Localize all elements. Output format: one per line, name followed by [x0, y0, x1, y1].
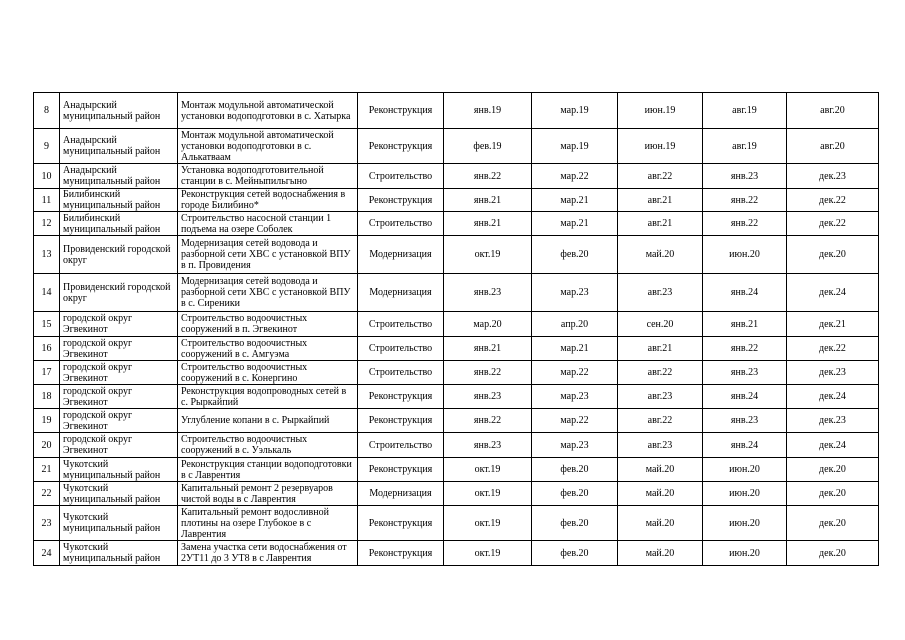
date-cell-4: июн.20	[703, 236, 787, 274]
date-cell-1: окт.19	[444, 506, 532, 541]
row-number: 10	[34, 164, 60, 189]
object-cell: Углубление копани в с. Рыркайпий	[178, 409, 358, 433]
date-cell-3: авг.21	[618, 189, 703, 212]
date-cell-5: дек.22	[787, 189, 879, 212]
table-row	[34, 361, 879, 385]
date-cell-2: фев.20	[532, 482, 618, 506]
date-cell-2: мар.23	[532, 433, 618, 458]
date-cell-3: авг.23	[618, 274, 703, 312]
work-type-cell: Строительство	[358, 312, 444, 337]
date-cell-4: янв.24	[703, 433, 787, 458]
object-cell: Строительство водоочистных сооружений в с. Конергино	[178, 361, 358, 385]
date-cell-5: дек.23	[787, 409, 879, 433]
date-cell-5: авг.20	[787, 129, 879, 164]
object-cell: Модернизация сетей водовода и разборной сети ХВС с установкой ВПУ в с. Сиреники	[178, 274, 358, 312]
district-cell: Чукотский муниципальный район	[60, 506, 178, 541]
date-cell-3: авг.21	[618, 212, 703, 236]
work-type-cell: Реконструкция	[358, 409, 444, 433]
date-cell-5: дек.24	[787, 385, 879, 409]
date-cell-2: апр.20	[532, 312, 618, 337]
district-cell: городской округ Эгвекинот	[60, 409, 178, 433]
date-cell-2: фев.20	[532, 458, 618, 482]
table-row	[34, 482, 879, 506]
district-cell: Чукотский муниципальный район	[60, 541, 178, 566]
date-cell-3: май.20	[618, 541, 703, 566]
date-cell-4: авг.19	[703, 129, 787, 164]
object-cell: Замена участка сети водоснабжения от 2УТ11 до 3 УТ8 в с Лаврентия	[178, 541, 358, 566]
date-cell-5: дек.20	[787, 541, 879, 566]
table-row	[34, 164, 879, 189]
date-cell-1: янв.21	[444, 189, 532, 212]
district-cell: городской округ Эгвекинот	[60, 312, 178, 337]
table-row	[34, 236, 879, 274]
date-cell-4: янв.22	[703, 189, 787, 212]
object-cell: Строительство водоочистных сооружений в п. Эгвекинот	[178, 312, 358, 337]
object-cell: Модернизация сетей водовода и разборной сети ХВС с установкой ВПУ в п. Провидения	[178, 236, 358, 274]
district-cell: Чукотский муниципальный район	[60, 482, 178, 506]
row-number: 21	[34, 458, 60, 482]
date-cell-1: мар.20	[444, 312, 532, 337]
row-number: 22	[34, 482, 60, 506]
date-cell-3: июн.19	[618, 93, 703, 129]
table-row	[34, 433, 879, 458]
date-cell-1: окт.19	[444, 458, 532, 482]
date-cell-2: фев.20	[532, 541, 618, 566]
work-type-cell: Строительство	[358, 361, 444, 385]
row-number: 16	[34, 337, 60, 361]
row-number: 15	[34, 312, 60, 337]
table-row	[34, 541, 879, 566]
date-cell-1: янв.22	[444, 409, 532, 433]
work-type-cell: Строительство	[358, 337, 444, 361]
work-type-cell: Строительство	[358, 164, 444, 189]
table-row	[34, 274, 879, 312]
work-type-cell: Реконструкция	[358, 506, 444, 541]
date-cell-3: авг.22	[618, 164, 703, 189]
date-cell-4: янв.23	[703, 409, 787, 433]
district-cell: Анадырский муниципальный район	[60, 164, 178, 189]
object-cell: Монтаж модульной автоматической установки водоподготовки в с. Алькатваам	[178, 129, 358, 164]
table-row	[34, 337, 879, 361]
date-cell-1: янв.21	[444, 337, 532, 361]
row-number: 20	[34, 433, 60, 458]
date-cell-4: авг.19	[703, 93, 787, 129]
work-type-cell: Реконструкция	[358, 129, 444, 164]
row-number: 18	[34, 385, 60, 409]
date-cell-2: мар.19	[532, 129, 618, 164]
work-type-cell: Модернизация	[358, 482, 444, 506]
object-cell: Строительство водоочистных сооружений в с. Уэлькаль	[178, 433, 358, 458]
date-cell-3: июн.19	[618, 129, 703, 164]
object-cell: Строительство водоочистных сооружений в с. Амгуэма	[178, 337, 358, 361]
work-type-cell: Модернизация	[358, 236, 444, 274]
date-cell-2: мар.21	[532, 189, 618, 212]
district-cell: Провиденский городской округ	[60, 274, 178, 312]
table-row	[34, 385, 879, 409]
table-row	[34, 312, 879, 337]
object-cell: Реконструкция сетей водоснабжения в городе Билибино*	[178, 189, 358, 212]
district-cell: городской округ Эгвекинот	[60, 385, 178, 409]
row-number: 14	[34, 274, 60, 312]
row-number: 9	[34, 129, 60, 164]
date-cell-3: май.20	[618, 482, 703, 506]
date-cell-4: июн.20	[703, 541, 787, 566]
table-row	[34, 212, 879, 236]
date-cell-3: авг.22	[618, 361, 703, 385]
row-number: 8	[34, 93, 60, 129]
date-cell-5: авг.20	[787, 93, 879, 129]
date-cell-1: янв.21	[444, 212, 532, 236]
work-type-cell: Реконструкция	[358, 541, 444, 566]
date-cell-5: дек.23	[787, 361, 879, 385]
row-number: 13	[34, 236, 60, 274]
date-cell-5: дек.23	[787, 164, 879, 189]
date-cell-1: янв.23	[444, 385, 532, 409]
table-body	[34, 93, 879, 566]
date-cell-5: дек.21	[787, 312, 879, 337]
district-cell: Провиденский городской округ	[60, 236, 178, 274]
date-cell-3: авг.23	[618, 433, 703, 458]
date-cell-5: дек.20	[787, 458, 879, 482]
work-type-cell: Строительство	[358, 212, 444, 236]
table-row	[34, 506, 879, 541]
date-cell-4: янв.23	[703, 361, 787, 385]
object-cell: Капитальный ремонт водосливной плотины на озере Глубокое в с Лаврентия	[178, 506, 358, 541]
date-cell-4: июн.20	[703, 458, 787, 482]
date-cell-4: янв.22	[703, 212, 787, 236]
date-cell-5: дек.20	[787, 236, 879, 274]
date-cell-3: май.20	[618, 506, 703, 541]
work-type-cell: Реконструкция	[358, 93, 444, 129]
date-cell-4: янв.21	[703, 312, 787, 337]
date-cell-2: мар.21	[532, 212, 618, 236]
object-cell: Реконструкция станции водоподготовки в с Лаврентия	[178, 458, 358, 482]
district-cell: Анадырский муниципальный район	[60, 129, 178, 164]
date-cell-5: дек.20	[787, 506, 879, 541]
work-type-cell: Модернизация	[358, 274, 444, 312]
district-cell: Анадырский муниципальный район	[60, 93, 178, 129]
object-cell: Строительство насосной станции 1 подъема на озере Соболек	[178, 212, 358, 236]
table-row	[34, 129, 879, 164]
date-cell-2: мар.22	[532, 409, 618, 433]
date-cell-5: дек.20	[787, 482, 879, 506]
date-cell-2: мар.23	[532, 274, 618, 312]
date-cell-4: июн.20	[703, 506, 787, 541]
date-cell-1: фев.19	[444, 129, 532, 164]
date-cell-4: янв.24	[703, 274, 787, 312]
district-cell: Билибинский муниципальный район	[60, 189, 178, 212]
date-cell-4: янв.23	[703, 164, 787, 189]
date-cell-5: дек.22	[787, 337, 879, 361]
row-number: 24	[34, 541, 60, 566]
date-cell-4: янв.22	[703, 337, 787, 361]
date-cell-4: янв.24	[703, 385, 787, 409]
date-cell-1: янв.22	[444, 164, 532, 189]
work-type-cell: Реконструкция	[358, 189, 444, 212]
row-number: 19	[34, 409, 60, 433]
district-cell: городской округ Эгвекинот	[60, 433, 178, 458]
date-cell-3: май.20	[618, 236, 703, 274]
table-row	[34, 189, 879, 212]
work-type-cell: Реконструкция	[358, 458, 444, 482]
object-cell: Капитальный ремонт 2 резервуаров чистой воды в с Лаврентия	[178, 482, 358, 506]
date-cell-3: авг.21	[618, 337, 703, 361]
row-number: 12	[34, 212, 60, 236]
date-cell-3: май.20	[618, 458, 703, 482]
date-cell-1: окт.19	[444, 541, 532, 566]
date-cell-1: окт.19	[444, 236, 532, 274]
table-row	[34, 93, 879, 129]
date-cell-5: дек.24	[787, 274, 879, 312]
date-cell-2: мар.19	[532, 93, 618, 129]
date-cell-1: янв.23	[444, 274, 532, 312]
work-type-cell: Реконструкция	[358, 385, 444, 409]
date-cell-2: мар.22	[532, 361, 618, 385]
date-cell-1: окт.19	[444, 482, 532, 506]
object-cell: Монтаж модульной автоматической установки водоподготовки в с. Хатырка	[178, 93, 358, 129]
district-cell: городской округ Эгвекинот	[60, 361, 178, 385]
schedule-table	[33, 92, 879, 566]
date-cell-1: янв.22	[444, 361, 532, 385]
row-number: 11	[34, 189, 60, 212]
date-cell-2: мар.23	[532, 385, 618, 409]
table-row	[34, 458, 879, 482]
row-number: 17	[34, 361, 60, 385]
date-cell-3: авг.23	[618, 385, 703, 409]
date-cell-5: дек.24	[787, 433, 879, 458]
date-cell-2: мар.21	[532, 337, 618, 361]
date-cell-4: июн.20	[703, 482, 787, 506]
date-cell-3: сен.20	[618, 312, 703, 337]
district-cell: Чукотский муниципальный район	[60, 458, 178, 482]
date-cell-1: янв.19	[444, 93, 532, 129]
table-row	[34, 409, 879, 433]
object-cell: Реконструкция водопроводных сетей в с. Рыркайпий	[178, 385, 358, 409]
work-type-cell: Строительство	[358, 433, 444, 458]
district-cell: городской округ Эгвекинот	[60, 337, 178, 361]
object-cell: Установка водоподготовительной станции в с. Мейныпильгыно	[178, 164, 358, 189]
date-cell-3: авг.22	[618, 409, 703, 433]
date-cell-2: фев.20	[532, 236, 618, 274]
date-cell-2: фев.20	[532, 506, 618, 541]
date-cell-2: мар.22	[532, 164, 618, 189]
date-cell-1: янв.23	[444, 433, 532, 458]
district-cell: Билибинский муниципальный район	[60, 212, 178, 236]
date-cell-5: дек.22	[787, 212, 879, 236]
row-number: 23	[34, 506, 60, 541]
